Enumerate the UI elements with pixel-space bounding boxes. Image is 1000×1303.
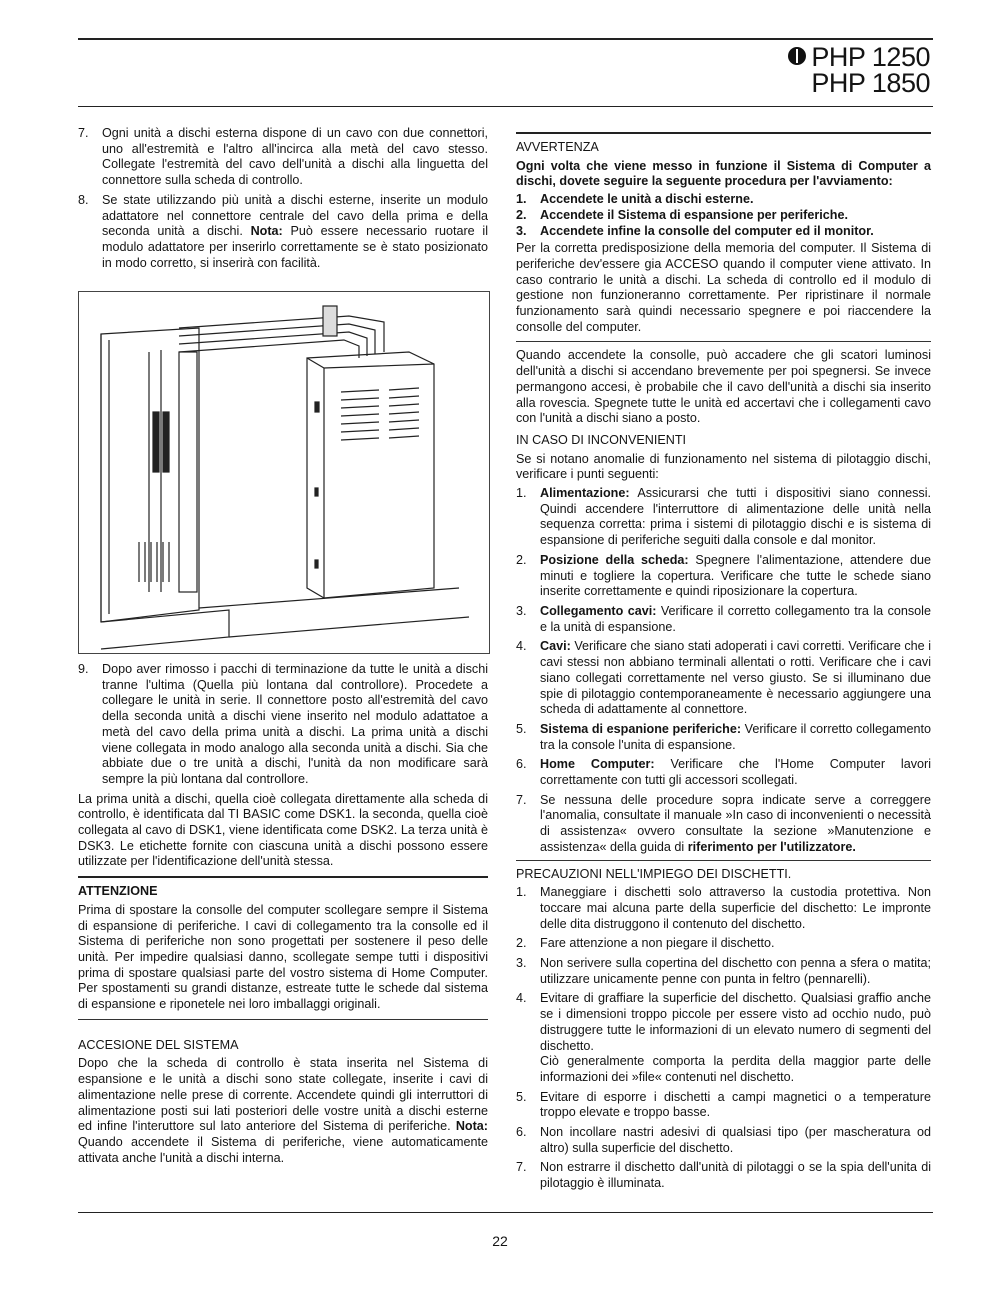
drive-numbering-paragraph: La prima unità a dischi, quella cioè collegata direttamente alla scheda di controllo, è identificata dal TI BASIC come DSK1. la seconda, quella cioè collegata al cavo di DSK1, viene identificata come DSK2. La terza unità è DSK3. Le etichette fornite con ciascuna unità a dischi possono essere utilizzate per l'identificazione dell'unità stessa. [78, 791, 488, 869]
list-item: 2. Accendete il Sistema di espansione per periferiche. [516, 207, 848, 222]
list-item: 3. Collegamento cavi: Verificare il corretto collegamento tra la console e la unità di espansione. [516, 603, 931, 634]
startup-steps [516, 192, 931, 239]
list-item: 4. Cavi: Verificare che siano stati adoperati i cavi corretti. Verificare che i cavi stessi non abbiano terminali allentati o rotti. Verificare che i cavi siano collegati correttamente nel verso giusto. Se si illuminano due spie di pilotaggio contemporaneamente è necessario aggiungere una scheda di adattamente al connettore. [516, 639, 931, 717]
list-item: 5. Sistema di espanione periferiche: Verificare il corretto collegamento tra la console l'unita di espansione. [516, 721, 931, 752]
equipment-illustration [78, 291, 490, 654]
left-column-bottom [78, 662, 488, 1172]
list-item: 8. Se state utilizzando più unità a dischi esterne, inserite un modulo adattatore nel connettore centrale del cavo della prima e della seconda unità a dischi. Nota: Può essere necessario ruotare il modulo adattatore per inserirlo correttamente se è stato posizionato in modo corretto, si inserirà con facilità. [78, 192, 489, 270]
list-item: 2. Posizione della scheda: Spegnere l'alimentazione, attendere due minuti e togliere la copertura. Verificare che tutte le schede siano inserite correttamente e quindi riposizionare la copertura. [516, 552, 931, 599]
product-logo [788, 44, 930, 96]
section-divider [516, 341, 931, 342]
right-column [516, 128, 931, 1196]
inconvenienti-title: IN CASO DI INCONVENIENTI [516, 432, 687, 447]
install-steps [78, 126, 488, 271]
avvertenza-title: AVVERTENZA [516, 140, 599, 154]
troubleshooting-list [516, 486, 931, 855]
inconvenienti-intro: Se si notano anomalie di funzionamento nel sistema di pilotaggio dischi, verificare i punti seguenti: [516, 451, 931, 482]
list-item: 3. Non serivere sulla copertina del dischetto con penna a sfera o matita; utilizzare unicamente penne con punta in feltro (pennarelli). [516, 956, 931, 986]
list-item: 1. Maneggiare i dischetti solo attraverso la custodia protettiva. Non toccare mai alcuna parte della superficie del dischetto: Le impronte delle dita distruggono il contenuto del dischetto. [516, 885, 931, 931]
disk-precautions-list [516, 885, 931, 1192]
avvertenza-intro: Ogni volta che viene messo in funzione il Sistema di Computer a dischi, dovete seguire la seguente procedura per l'avviamento: [516, 158, 931, 189]
list-item: 7. Se nessuna delle procedure sopra indicate serve a correggere l'anomalia, consultate il manuale »In caso di inconvenienti o necessità di assistenza« ovvero consultate la sezione »Manutenzione e assistenza« della guida di riferimento per l'utilizzatore. [516, 792, 931, 854]
section-divider [516, 860, 931, 861]
top-rule [78, 38, 933, 40]
accensione-title: ACCESIONE DEL SISTEMA [78, 1037, 239, 1052]
list-item: 1. Accendete le unità a dischi esterne. [516, 192, 754, 207]
left-column-top [78, 126, 488, 275]
list-item: 9. Dopo aver rimosso i pacchi di terminazione da tutte le unità a dischi tranne l'ultima (Quella più lontana dal controllore). Procedete a collegare le unità in serie. Il connettore posto all'estremità del cavo della seconda unità a dischi viene inserito nel modulo adattatoe a metà del cavo della prima unità a dischi. La prima unità a dischi viene collegata in modo analogo alla seconda unità a dischi. Sia che abbiate due o tre unità a dischi, l'unità da non modificare sarà sempre la più lontana dal controllore. [78, 662, 488, 786]
avvertenza-text: Per la corretta predisposizione della memoria del computer. Il Sistema di periferiche dev'essere gia ACCESO quando il computer viene attivato. In caso contrario le unità a dischi. La scheda di controllo ed il modulo di gestione non funzioneranno correttamente. Per ripristinare il normale funzionamento sarà quindi necessario spegnere e poi riaccendere la consolle del computer. [516, 241, 931, 334]
expansion-system-drawing [79, 292, 489, 653]
list-item: 2. Fare attenzione a non piegare il dischetto. [516, 936, 775, 951]
section-divider [78, 876, 488, 878]
list-item: 7. Ogni unità a dischi esterna dispone di un cavo con due connettori, uno all'estremità e l'altro all'incirca alla metà del cavo stesso. Collegate l'estremità del cavo dell'unità a dischi alla linguetta del connettore sulla scheda di controllo. [78, 126, 488, 188]
logo-line-2: PHP 1850 [811, 68, 930, 98]
list-item: 1. Alimentazione: Assicurarsi che tutti i dispositivi siano connessi. Quindi accendere l'interruttore di alimentazione delle unità nella sequenza corretta: prima i sistemi di pilotaggio dischi e is sistema di espansione di periferiche seguiti dalla console e dal monitor. [516, 486, 931, 548]
attenzione-text: Prima di spostare la consolle del computer scollegare sempre il Sistema di espansione di periferiche. I cavi di collegamento tra la consolle ed il Sistema di periferiche non sono progettati per sostenere il peso delle unità. Per impedire qualsiasi danno, scollegate sempe tutti i dispositivi prima di spostare qualsiasi parte del vostro sistema di Home Computer. Per spostamenti su grandi distanze, estreate tutte le schede dal sistema di espansione e riponetele nei loro imballaggi originali. [78, 902, 488, 1012]
list-item: 3. Accendete infine la consolle del computer ed il monitor. [516, 223, 874, 238]
footer-rule [78, 1212, 933, 1213]
install-steps-continued [78, 662, 488, 788]
philips-logo-icon [788, 47, 806, 65]
accensione-text: Dopo che la scheda di controllo è stata inserita nel Sistema di espansione e le unità a dischi sono state collegate, inserite i cavi di alimentazione nelle prese di corrente. Accendete quindi gli interruttori di alimentazione posti sui lati posteriori delle vostre unità a dischi esterne ed infine l'interuttore sul lato anteriore del Sistema di periferiche. Nota: Quando accendete il Sistema di periferiche, viene automaticamente attivata anche l'unità a dischi interna. [78, 1056, 488, 1165]
logo-line-1: PHP 1250 [811, 42, 930, 72]
precauzioni-title: PRECAUZIONI NELL'IMPIEGO DEI DISCHETTI. [516, 866, 792, 881]
header-rule [78, 106, 933, 107]
page-number: 22 [492, 1233, 508, 1249]
list-item: 4. Evitare di graffiare la superficie del dischetto. Qualsiasi graffio anche se i dimensioni troppo piccole per essere visto ad occhio nudo, può distruggere tutte le informazioni di un elevato numero di segmenti del dischetto. Ciò generalmente comporta la perdita della maggior parte delle informazioni dei »file« contenuti nel dischetto. [516, 991, 931, 1084]
section-divider [78, 1019, 488, 1020]
list-item: 5. Evitare di esporre i dischetti a campi magnetici o a temperature troppo elevate e troppo basse. [516, 1089, 931, 1120]
list-item: 6. Home Computer: Verificare che l'Home Computer lavori correttamente con tutti gli accessori scollegati. [516, 757, 931, 788]
attenzione-title: ATTENZIONE [78, 884, 158, 899]
list-item: 7. Non estrarre il dischetto dall'unità di pilotaggi o se la spia dell'unita di pilotaggio è illuminata. [516, 1160, 931, 1191]
section-divider [516, 132, 931, 134]
quando-paragraph: Quando accendete la consolle, può accadere che gli scatori luminosi dell'unità a dischi si accendano brevemente per poi spegnersi. Se invece permangono accesi, è probabile che il cavo dell'unità a dischi sia inserito alla rovescia. Spegnete tutte le unità ed accertavi che i collegamenti cavo con l'unità a dischi siano a posto. [516, 348, 931, 426]
list-item: 6. Non incollare nastri adesivi di qualsiasi tipo (per mascheratura od altro) sulla superficie del dischetto. [516, 1125, 931, 1155]
